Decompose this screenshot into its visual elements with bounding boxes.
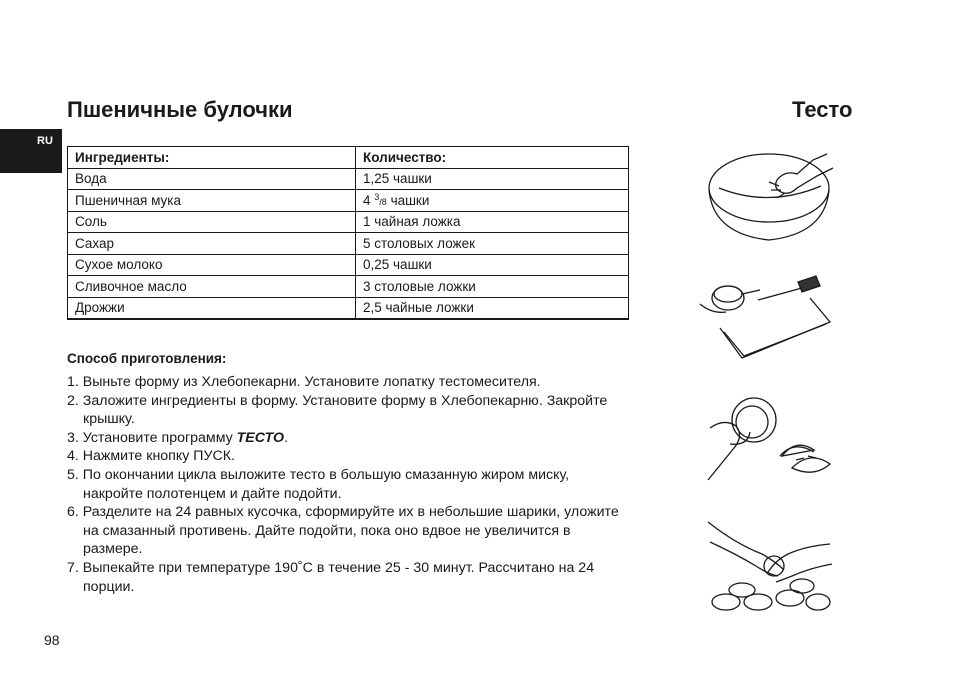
table-row: [68, 233, 629, 255]
page-number: 98: [44, 632, 60, 648]
ingredient-quantity: 0,25 чашки: [356, 254, 629, 276]
ingredients-table: [67, 146, 629, 320]
ingredient-quantity: 5 столовых ложек: [356, 233, 629, 255]
quantity-unit: чашки: [386, 193, 430, 209]
ingredient-quantity: [356, 190, 629, 212]
ingredient-name: Сухое молоко: [68, 254, 356, 276]
greasing-sheet-illustration: [698, 272, 838, 362]
step-item: 1. Выньте форму из Хлебопекарни. Установите лопатку тестомесителя.: [67, 374, 541, 390]
table-header-row: [68, 147, 629, 169]
ingredient-quantity: 3 столовые ложки: [356, 276, 629, 298]
fraction-numerator: 3: [374, 192, 380, 203]
table-row: [68, 276, 629, 298]
ingredient-name: Вода: [68, 168, 356, 190]
ingredients-header: Ингредиенты:: [68, 147, 356, 169]
step-text-end: .: [284, 429, 288, 446]
program-title: Тесто: [792, 97, 853, 122]
forming-rolls-illustration: [706, 514, 836, 614]
language-label: RU: [37, 135, 53, 147]
step-item: 4. Нажмите кнопку ПУСК.: [67, 448, 235, 465]
method-title: Способ приготовления:: [67, 351, 227, 366]
step-item: 7. Выпекайте при температуре 190˚С в течение 25 - 30 минут. Рассчитано на 24 порции.: [67, 559, 595, 595]
kneading-dough-illustration: [705, 146, 840, 246]
ingredient-quantity: 1 чайная ложка: [356, 211, 629, 233]
ingredient-name: Дрожжи: [68, 297, 356, 319]
program-name: ТЕСТО: [236, 429, 284, 446]
recipe-title: Пшеничные булочки: [67, 97, 293, 122]
table-row: [68, 254, 629, 276]
table-row: [68, 211, 629, 233]
ingredient-name: Пшеничная мука: [68, 190, 356, 212]
table-row: [68, 190, 629, 212]
quantity-whole: 4: [363, 193, 371, 209]
step-item: [67, 429, 627, 448]
fraction-denominator: /8: [379, 197, 387, 208]
quantity-header: Количество:: [356, 147, 629, 169]
step-text: 3. Установите программу: [67, 429, 237, 446]
ingredient-name: Сахар: [68, 233, 356, 255]
language-tab: [0, 129, 62, 173]
steps-list: [67, 373, 627, 596]
ingredient-name: Соль: [68, 211, 356, 233]
quantity-fraction: [374, 192, 387, 208]
step-item: 6. Разделите на 24 равных кусочка, сформируйте их в небольшие шарики, уложите на смазанный противень. Дайте подойти, пока оно вдвое не увеличится в размере.: [67, 504, 619, 558]
ingredient-name: Сливочное масло: [68, 276, 356, 298]
table-row: [68, 297, 629, 319]
ingredient-quantity: 1,25 чашки: [356, 168, 629, 190]
step-item: 5. По окончании цикла выложите тесто в большую смазанную жиром миску, накройте полотенцем и дайте подойти.: [67, 466, 570, 502]
table-row: [68, 168, 629, 190]
shaping-balls-illustration: [704, 388, 834, 483]
ingredient-quantity: 2,5 чайные ложки: [356, 297, 629, 319]
step-item: 2. Заложите ингредиенты в форму. Установите форму в Хлебопекарню. Закройте крышку.: [67, 392, 608, 428]
